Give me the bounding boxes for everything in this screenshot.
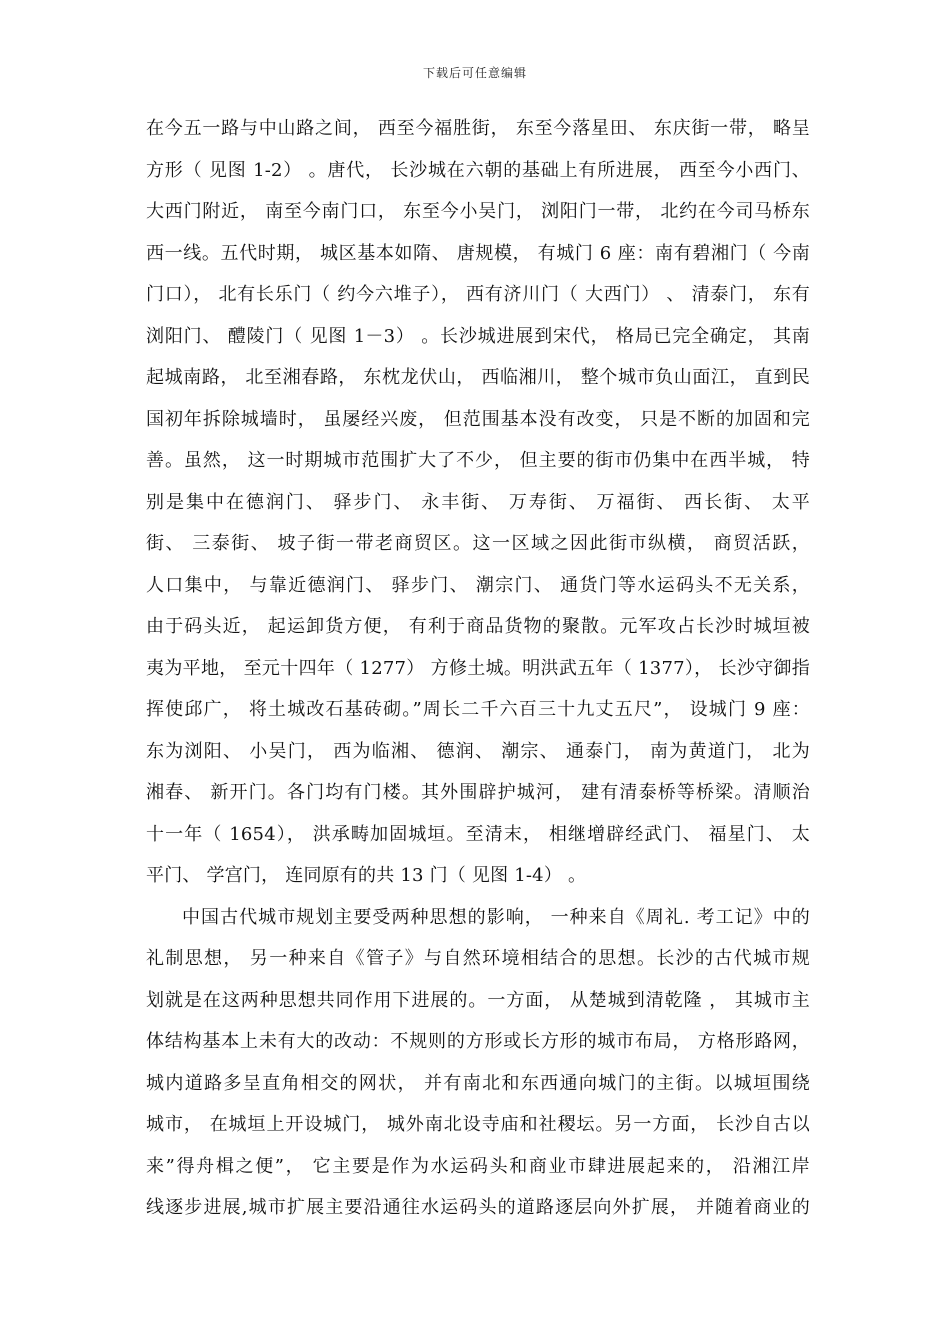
paragraph xyxy=(146,108,810,897)
text-line: 西一线。五代时期， 城区基本如隋、 唐规模， 有城门 6 座：南有碧湘门（ 今南 xyxy=(146,242,810,264)
text-line: 人口集中， 与靠近德润门、 驿步门、 潮宗门、 通货门等水运码头不无关系， xyxy=(146,574,810,596)
text-line: 街、 三泰街、 坡子街一带老商贸区。这一区域之因此街市纵横， 商贸活跃， xyxy=(146,533,810,554)
text-line: 门口）， 北有长乐门（ 约今六堆子）， 西有济川门（ 大西门） 、 清泰门， 东有 xyxy=(146,284,810,305)
text-line: 国初年拆除城墙时， 虽屡经兴废， 但范围基本没有改变， 只是不断的加固和完 xyxy=(146,408,810,430)
text-line: 平门、 学宫门， 连同原有的共 13 门（ 见图 1-4） 。 xyxy=(146,865,587,886)
text-line: 湘春、 新开门。各门均有门楼。其外围辟护城河， 建有清泰桥等桥梁。清顺治 xyxy=(146,782,810,803)
text-line: 十一年（ 1654）， 洪承畴加固城垣。至清末， 相继增辟经武门、 福星门、 太 xyxy=(146,823,810,845)
document-body xyxy=(146,108,810,1229)
text-line: 划就是在这两种思想共同作用下进展的。一方面， 从楚城到清乾隆 ， 其城市主 xyxy=(146,989,810,1011)
text-line: 别是集中在德润门、 驿步门、 永丰街、 万寿街、 万福街、 西长街、 太平 xyxy=(146,491,810,513)
text-line: 东为浏阳、 小吴门， 西为临湘、 德润、 潮宗、 通泰门， 南为黄道门， 北为 xyxy=(146,740,810,762)
paragraph xyxy=(146,897,810,1229)
text-line: 来”得舟楫之便”， 它主要是作为水运码头和商业市肆进展起来的， 沿湘江岸 xyxy=(146,1155,810,1177)
text-line: 城市， 在城垣上开设城门， 城外南北设寺庙和社稷坛。另一方面， 长沙自古以 xyxy=(146,1114,810,1135)
page-header: 下载后可任意编辑 xyxy=(422,66,527,80)
text-line: 善。虽然， 这一时期城市范围扩大了不少， 但主要的街市仍集中在西半城， 特 xyxy=(146,450,810,471)
text-line: 线逐步进展,城市扩展主要沿通往水运码头的道路逐层向外扩展， 并随着商业的 xyxy=(146,1197,810,1218)
text-line: 中国古代城市规划主要受两种思想的影响， 一种来自《周礼. 考工记》中的 xyxy=(182,906,810,928)
text-line: 在今五一路与中山路之间， 西至今福胜街， 东至今落星田、 东庆街一带， 略呈 xyxy=(146,118,810,139)
text-line: 城内道路多呈直角相交的网状， 并有南北和东西通向城门的主街。以城垣围绕 xyxy=(146,1072,810,1094)
text-line: 挥使邱广， 将土城改石基砖砌。”周长二千六百三十九丈五尺”， 设城门 9 座： xyxy=(146,699,810,720)
text-line: 起城南路， 北至湘春路， 东枕龙伏山， 西临湘川， 整个城市负山面江， 直到民 xyxy=(146,367,810,388)
text-line: 夷为平地， 至元十四年（ 1277） 方修土城。明洪武五年（ 1377）， 长沙守御指 xyxy=(146,657,810,679)
text-line: 体结构基本上未有大的改动：不规则的方形或长方形的城市布局， 方格形路网， xyxy=(146,1031,810,1052)
text-line: 浏阳门、 醴陵门（ 见图 1－3） 。长沙城进展到宋代， 格局已完全确定， 其南 xyxy=(146,325,810,347)
text-line: 方形（ 见图 1-2） 。唐代， 长沙城在六朝的基础上有所进展， 西至今小西门、 xyxy=(146,159,810,181)
text-line: 由于码头近， 起运卸货方便， 有利于商品货物的聚散。元军攻占长沙时城垣被 xyxy=(146,616,810,637)
text-line: 礼制思想， 另一种来自《管子》与自然环境相结合的思想。长沙的古代城市规 xyxy=(146,948,810,969)
text-line: 大西门附近， 南至今南门口， 东至今小吴门， 浏阳门一带， 北约在今司马桥东 xyxy=(146,201,810,222)
